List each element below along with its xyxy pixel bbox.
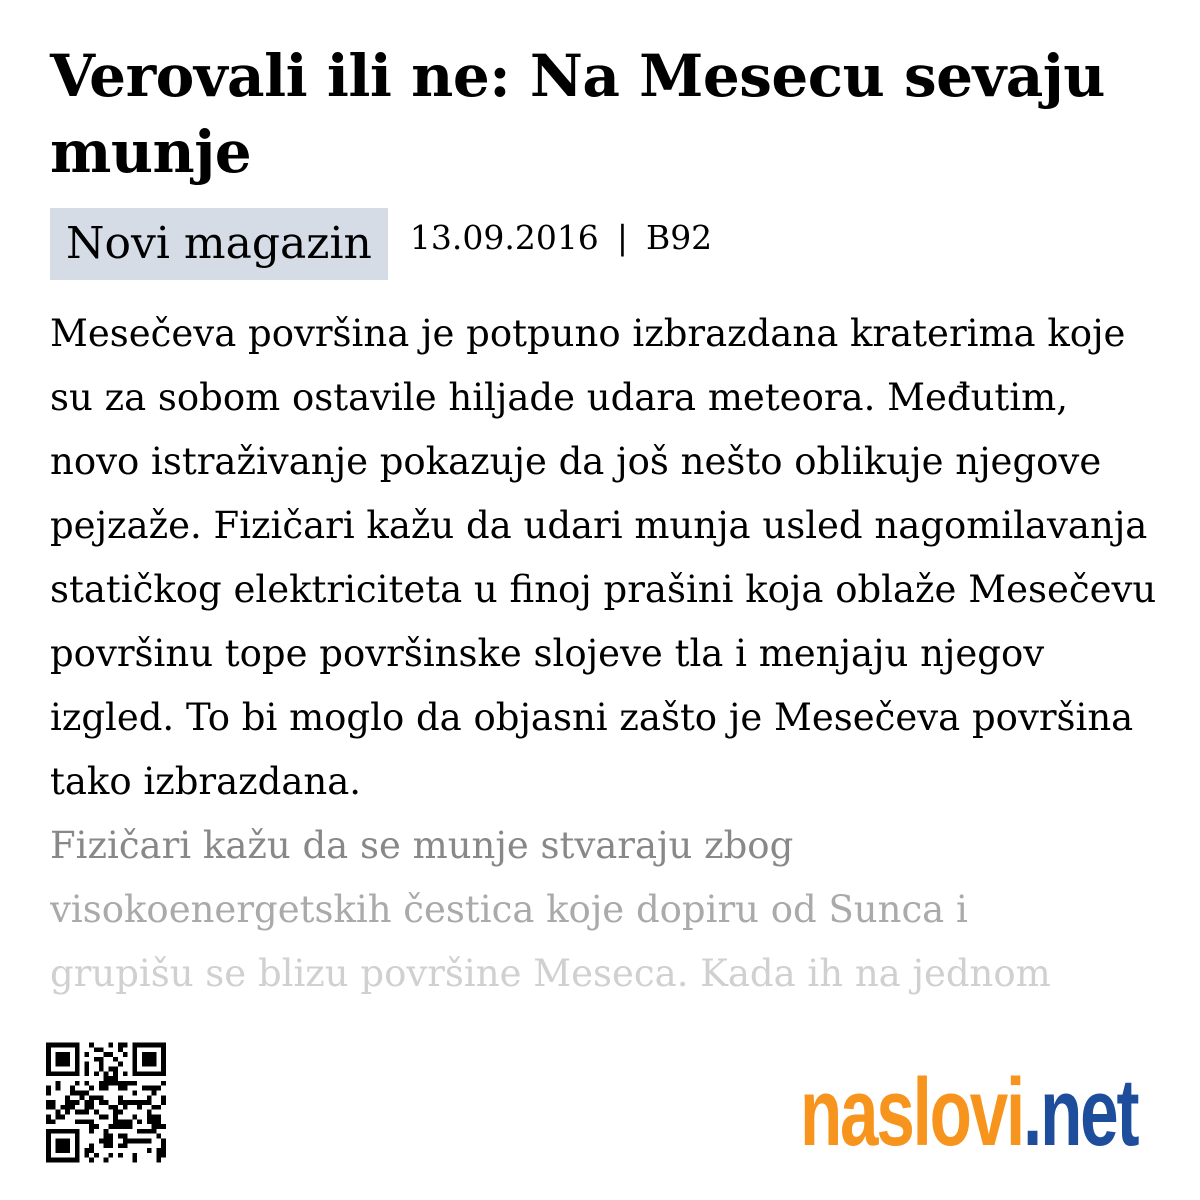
qr-code-icon[interactable]	[46, 1040, 166, 1165]
category-badge[interactable]: Novi magazin	[50, 208, 388, 280]
body-paragraph: Mesečeva površina je potpuno izbrazdana kraterima koje su za sobom ostavile hiljade udara meteora. Međutim, novo istraživanje pokazuje da još nešto oblikuje njegove pejzaže. Fizičari kažu da udari munja usled nagomilavanja statičkog elektriciteta u finoj prašini koja oblaže Mesečevu površinu tope površinske slojeve tla i menjaju njegov izgled. To bi moglo da objasni zašto je Mesečeva površina tako izbrazdana.	[50, 312, 1157, 803]
article-body	[50, 302, 1160, 1002]
body-faded-line-3: grupišu se blizu površine Meseca. Kada ih na jednom	[50, 952, 1051, 995]
naslovi-logo[interactable]	[800, 1059, 1138, 1166]
article-source[interactable]: B92	[645, 218, 713, 257]
article	[50, 38, 1160, 1002]
logo-text-net: .net	[1023, 1059, 1138, 1166]
logo-text-naslovi: naslovi	[800, 1059, 1024, 1166]
body-faded-line-1: Fizičari kažu da se munje stvaraju zbog	[50, 824, 794, 867]
meta-info	[410, 208, 712, 258]
article-headline[interactable]: Verovali ili ne: Na Mesecu sevaju munje	[50, 42, 1105, 186]
meta-separator: |	[616, 218, 628, 257]
article-date: 13.09.2016	[409, 218, 599, 257]
article-meta	[50, 208, 1160, 280]
body-faded-line-2: visokoenergetskih čestica koje dopiru od Sunca i	[50, 888, 968, 931]
